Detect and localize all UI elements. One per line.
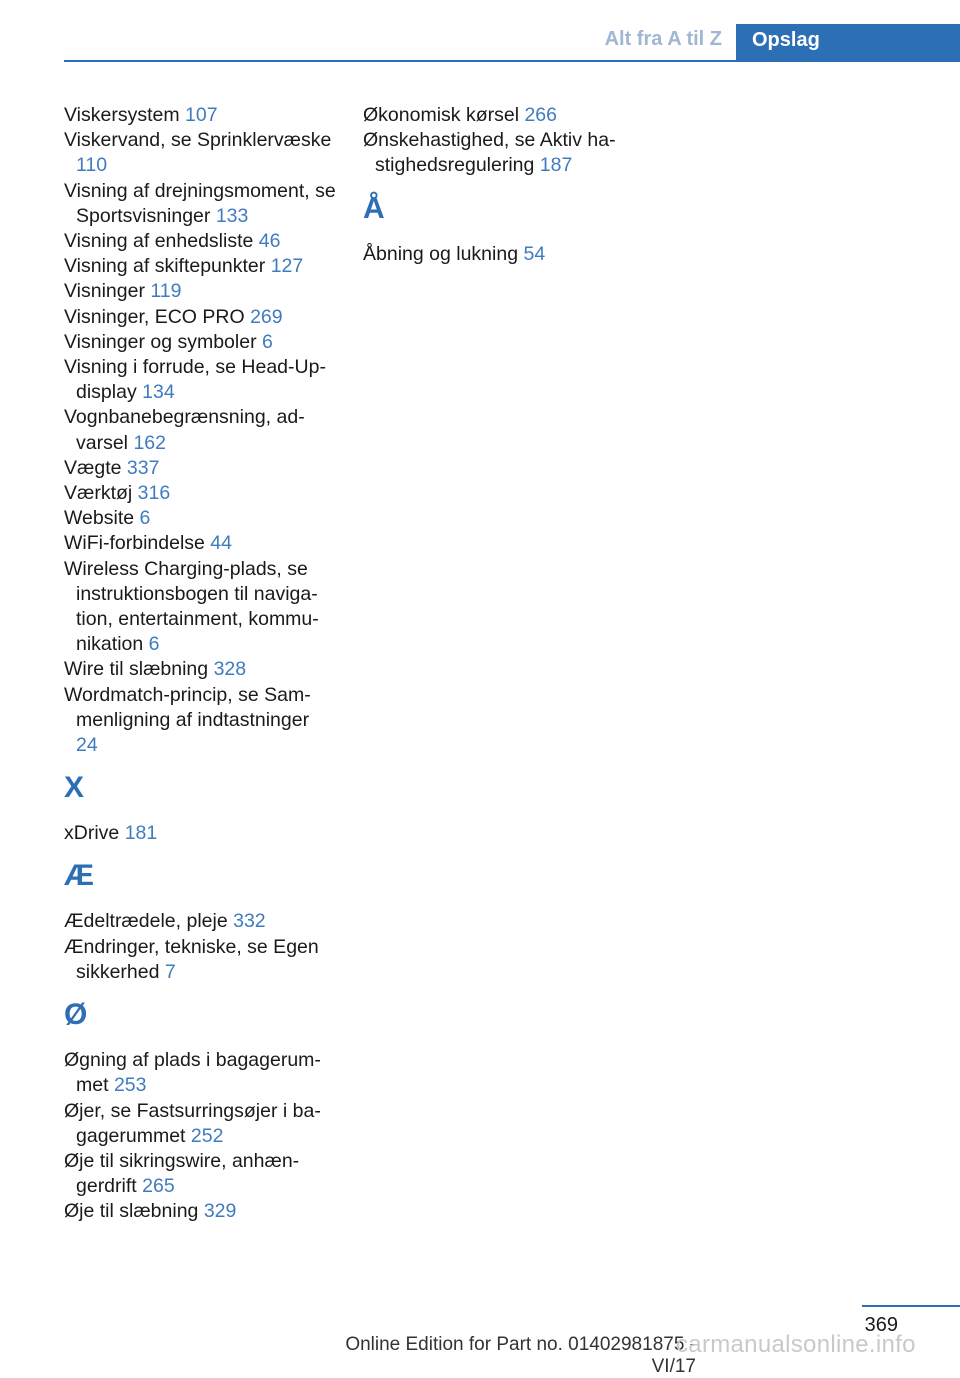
entry-text: Værktøj [64,482,133,505]
entry-text: Website [64,507,135,530]
index-entry [64,1149,336,1199]
page-link[interactable]: 110 [76,154,108,177]
page-link[interactable]: 6 [262,330,273,353]
index-entry [64,506,336,531]
entry-text: Visning af drejningsmoment, se Sportsvisninger [64,179,336,227]
entry-text: Wireless Charging-plads, se instruktionsbogen til navigation, entertainment, kommunikation [64,557,319,656]
watermark: carmanualsonline.info [676,1331,916,1358]
page-number: 369 [864,1314,898,1336]
header-rule [64,60,960,62]
entry-text: Wordmatch-princip, se Sammenligning af indtastninger [64,683,311,731]
index-block-oe-continued [363,103,653,179]
page-link[interactable]: 316 [137,482,171,505]
index-entry [64,456,336,481]
index-entry [363,128,653,178]
index-entry [64,128,336,178]
index-entry [64,821,336,846]
page-link[interactable]: 24 [76,734,98,757]
entry-text: Visning af skiftepunkter [64,255,266,278]
page-link[interactable]: 6 [139,507,151,530]
page-link[interactable]: 107 [185,104,218,126]
page-link[interactable]: 181 [124,822,158,845]
index-entry [64,1099,336,1149]
page-link[interactable]: 7 [164,960,176,983]
index-block-oe [64,1048,336,1224]
page-link[interactable]: 329 [203,1200,237,1223]
page-link[interactable]: 133 [215,204,249,227]
index-block-v-w [64,103,336,758]
section-letter-aa: Å [363,191,385,225]
index-column-right [363,103,653,267]
chapter-tab: Opslag [736,24,960,62]
page-link[interactable]: 54 [523,242,546,265]
entry-text: Wire til slæbning [64,658,209,681]
entry-text: Visning af enhedsliste [64,230,254,253]
index-entry [64,683,336,759]
entry-text: Øgning af plads i bagagerummet [64,1049,321,1097]
page-link[interactable]: 252 [190,1124,224,1147]
index-entry [363,103,653,128]
section-letter-oe: Ø [64,998,88,1032]
index-block-aa [363,242,653,267]
page-link[interactable]: 187 [539,154,573,177]
index-entry [64,531,336,556]
index-block-ae [64,909,336,985]
entry-text: Vægte [64,456,122,479]
index-entry [64,103,336,128]
entry-text: Ændringer, tekniske, se Egen sikkerhed [64,935,319,983]
entry-text: Øjer, se Fastsurringsøjer i bagagerummet [64,1099,321,1147]
index-entry [363,242,653,267]
edition-note: Online Edition for Part no. 01402981875 - VI/17 [345,1334,696,1377]
index-entry [64,1199,336,1224]
page-link[interactable]: 337 [126,456,160,479]
page-link[interactable]: 44 [210,532,232,555]
entry-text: Vognbanebegrænsning, advarsel [64,406,305,454]
footer-rule [862,1305,960,1307]
entry-text: Øje til slæbning [64,1200,199,1223]
section-letter-ae: Æ [64,859,94,893]
index-entry [64,279,336,304]
breadcrumb: Alt fra A til Z [604,28,722,50]
page-link[interactable]: 162 [133,431,166,454]
index-entry [64,481,336,506]
entry-text: Ønskehastighed, se Aktiv hastighedsregulering [363,129,616,177]
index-column-left [64,103,336,1225]
page-link[interactable]: 332 [233,910,266,933]
index-entry [64,229,336,254]
page-link[interactable]: 6 [148,633,160,656]
page-link[interactable]: 328 [213,658,247,681]
entry-text: Visninger, ECO PRO [64,305,245,328]
index-entry [64,330,336,355]
index-entry [64,909,336,934]
entry-text: WiFi-forbindelse [64,532,205,555]
entry-text: Viskervand, se Sprinklervæske [64,129,332,152]
entry-text: Visning i forrude, se Head-Up-display [64,356,326,404]
index-entry [64,935,336,985]
entry-text: Visninger [64,280,145,303]
index-entry [64,657,336,682]
index-entry [64,179,336,229]
index-entry [64,254,336,279]
index-entry [64,355,336,405]
page-link[interactable]: 266 [524,104,557,126]
section-letter-x: X [64,771,85,805]
page-link[interactable]: 134 [142,381,175,404]
page-link[interactable]: 253 [113,1074,147,1097]
index-entry [64,1048,336,1098]
index-entry [64,305,336,330]
entry-text: xDrive [64,822,120,845]
page-link[interactable]: 269 [250,305,283,328]
page-link[interactable]: 46 [258,230,281,253]
entry-text: Økonomisk kørsel [363,104,520,126]
index-entry [64,405,336,455]
entry-text: Åbning og lukning [363,242,519,265]
entry-text: Viskersystem [64,104,180,126]
index-block-x [64,821,336,846]
entry-text: Visninger og symboler [64,330,257,353]
index-entry [64,557,336,658]
entry-text: Øje til sikringswire, anhængerdrift [64,1149,300,1198]
page-link[interactable]: 119 [150,280,182,303]
page-link[interactable]: 265 [142,1175,175,1198]
entry-text: Ædeltrædele, pleje [64,910,228,933]
page-link[interactable]: 127 [270,255,304,278]
